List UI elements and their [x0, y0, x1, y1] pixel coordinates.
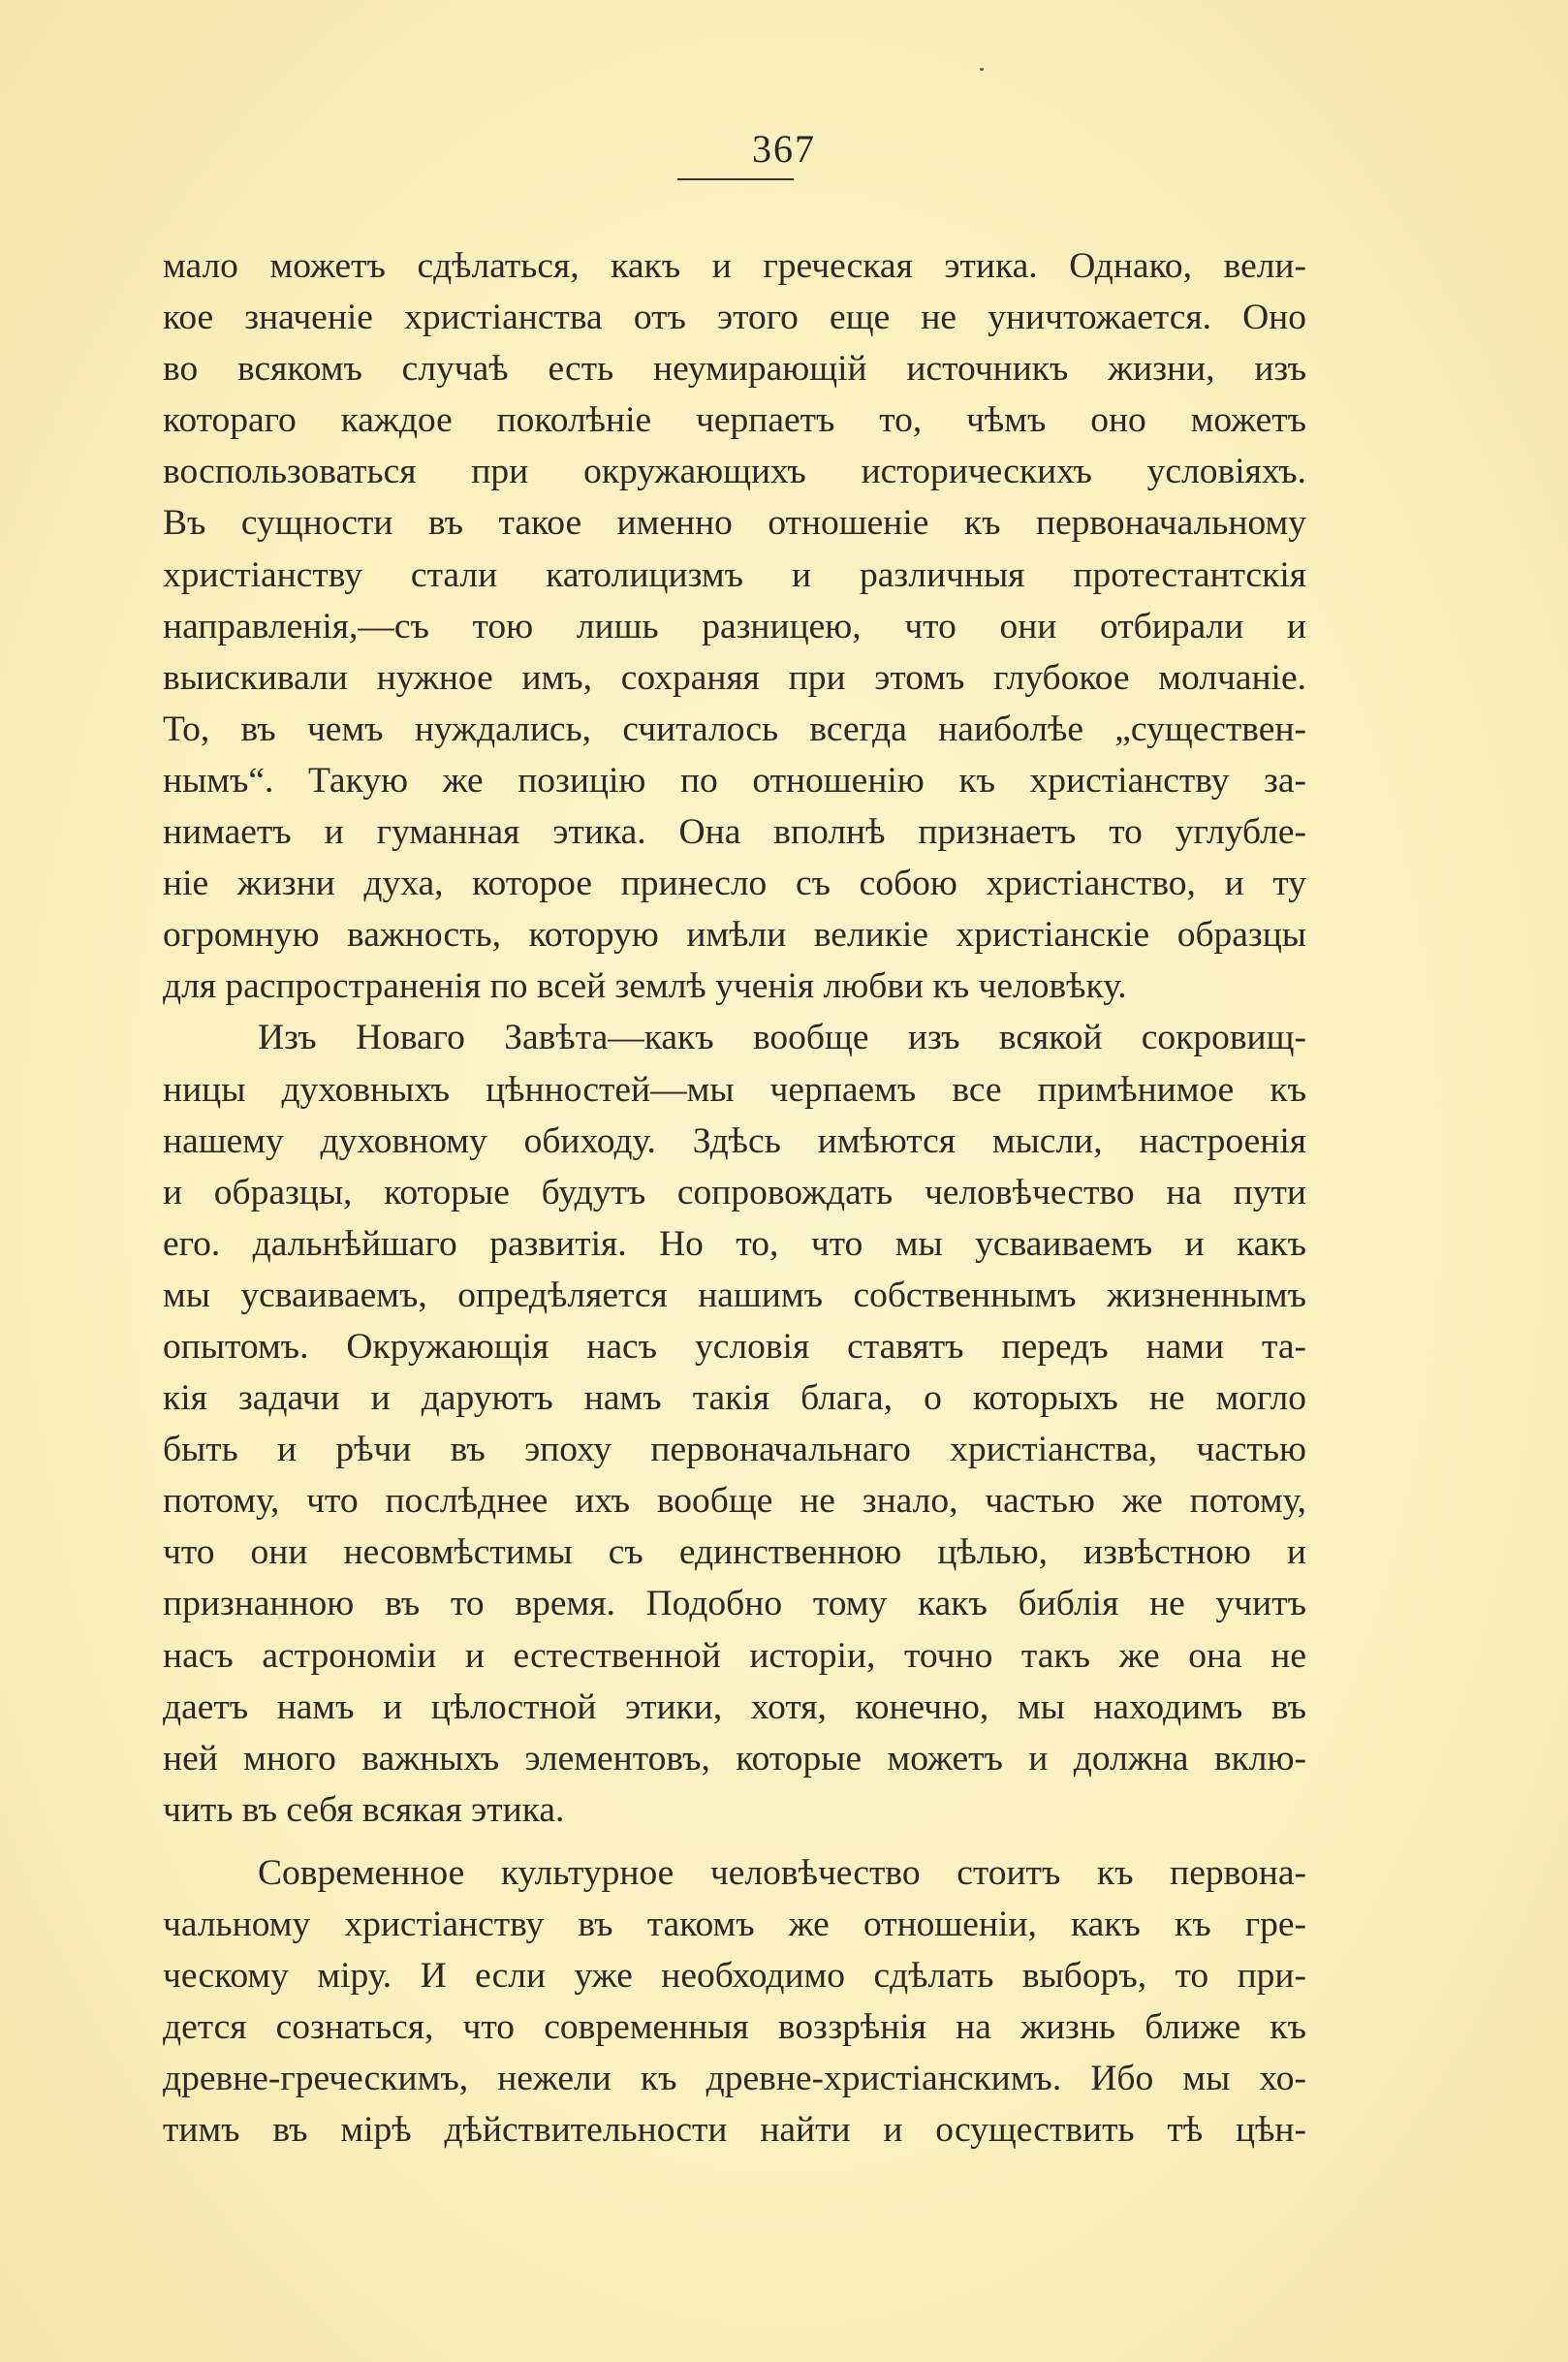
text-line: древне-греческимъ, нежели къ древне-христіанскимъ. Ибо мы хо- — [163, 2059, 1306, 2099]
page-number: 367 — [752, 127, 816, 171]
text-line: мы усваиваемъ, опредѣляется нашимъ собственнымъ жизненнымъ — [163, 1275, 1306, 1315]
text-line: дется сознаться, что современныя воззрѣнія на жизнь ближе къ — [163, 2007, 1306, 2048]
text-line: и образцы, которые будутъ сопровождать человѣчество на пути — [163, 1172, 1306, 1212]
text-line: направленія,—съ тою лишь разницею, что они отбирали и — [163, 606, 1306, 646]
paragraph-2 — [163, 1012, 1306, 1836]
text-line: чить въ себя всякая этика. — [163, 1789, 565, 1830]
text-line: для распространенія по всей землѣ ученія любви къ человѣку. — [163, 966, 1127, 1007]
text-line: нымъ“. Такую же позицію по отношенію къ христіанству за- — [163, 760, 1306, 801]
text-line: ней много важныхъ элементовъ, которые можетъ и должна вклю- — [163, 1738, 1306, 1779]
text-line: даетъ намъ и цѣлостной этики, хотя, конечно, мы находимъ въ — [163, 1686, 1306, 1727]
text-line: Современное культурное человѣчество стоитъ къ первона- — [258, 1852, 1306, 1893]
text-line: огромную важность, которую имѣли великіе христіанскіе образцы — [163, 915, 1306, 956]
text-line: во всякомъ случаѣ есть неумирающій источникъ жизни, изъ — [163, 349, 1306, 390]
text-line: тимъ въ мірѣ дѣйствительности найти и осуществить тѣ цѣн- — [163, 2110, 1306, 2151]
paragraph-1 — [163, 240, 1306, 1012]
text-line: котораго каждое поколѣніе черпаетъ то, чѣмъ оно можетъ — [163, 400, 1306, 441]
text-line: выискивали нужное имъ, сохраняя при этомъ глубокое молчаніе. — [163, 657, 1306, 698]
text-line: нашему духовному обиходу. Здѣсь имѣются мысли, настроенія — [163, 1120, 1306, 1161]
body-text — [163, 240, 1306, 2156]
text-line: Въ сущности въ такое именно отношеніе къ первоначальному — [163, 503, 1306, 544]
text-line: ницы духовныхъ цѣнностей—мы черпаемъ все примѣнимое къ — [163, 1069, 1306, 1110]
text-line: воспользоваться при окружающихъ историческихъ условіяхъ. — [163, 452, 1306, 492]
text-line: быть и рѣчи въ эпоху первоначальнаго христіанства, частью — [163, 1430, 1306, 1470]
text-line: кое значеніе христіанства отъ этого еще не уничтожается. Оно — [163, 298, 1306, 338]
text-line: что они несовмѣстимы съ единственною цѣлью, извѣстною и — [163, 1532, 1306, 1573]
text-line: ческому міру. И если уже необходимо сдѣлать выборъ, то при- — [163, 1956, 1306, 1997]
text-line: насъ астрономіи и естественной исторіи, точно такъ же она не — [163, 1635, 1306, 1676]
text-line: кія задачи и даруютъ намъ такія блага, о которыхъ не могло — [163, 1378, 1306, 1419]
text-line: его. дальнѣйшаго развитія. Но то, что мы усваиваемъ и какъ — [163, 1223, 1306, 1264]
text-line: Изъ Новаго Завѣта—какъ вообще изъ всякой сокровищ- — [258, 1018, 1306, 1058]
text-line: опытомъ. Окружающія насъ условія ставятъ передъ нами та- — [163, 1326, 1306, 1367]
text-line: потому, что послѣднее ихъ вообще не знало, частью же потому, — [163, 1481, 1306, 1522]
text-line: То, въ чемъ нуждались, считалось всегда наиболѣе „существен- — [163, 709, 1306, 749]
text-line: нимаетъ и гуманная этика. Она вполнѣ признаетъ то углубле- — [163, 812, 1306, 853]
paragraph-3 — [163, 1847, 1306, 2157]
text-line: христіанству стали католицизмъ и различныя протестантскія — [163, 554, 1306, 595]
page-number-rule — [677, 178, 794, 180]
print-speck — [980, 68, 984, 71]
text-line: чальному христіанству въ такомъ же отношеніи, какъ къ гре- — [163, 1905, 1306, 1944]
text-line: мало можетъ сдѣлаться, какъ и греческая этика. Однако, вели- — [163, 246, 1306, 286]
text-line: ніе жизни духа, которое принесло съ собою христіанство, и ту — [163, 864, 1306, 904]
text-line: признанною въ то время. Подобно тому какъ библія не учитъ — [163, 1584, 1306, 1624]
